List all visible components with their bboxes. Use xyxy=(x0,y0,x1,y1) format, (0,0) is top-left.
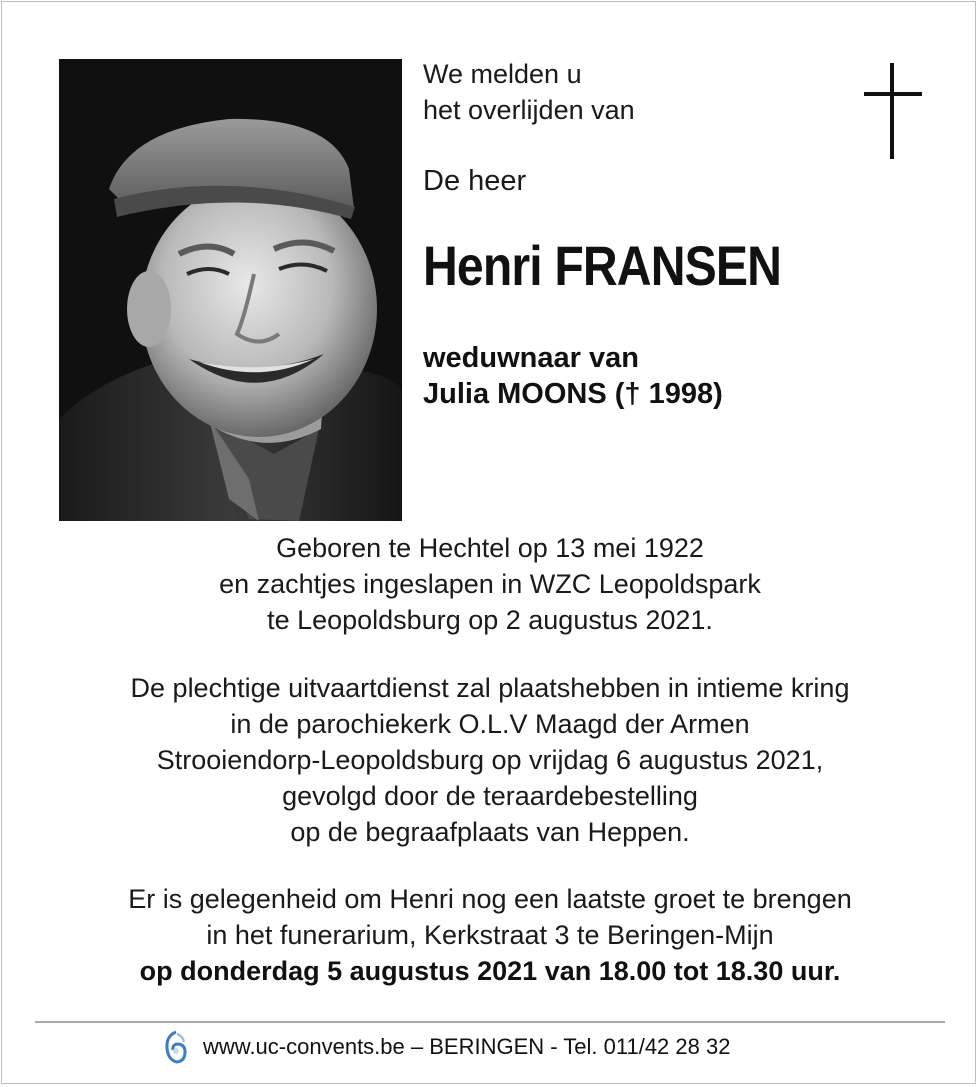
footer-contact: www.uc-convents.be – BERINGEN - Tel. 011/42 28 32 xyxy=(203,1034,731,1059)
paragraph-line: gevolgd door de teraardebestelling xyxy=(282,781,698,811)
visitation-time: op donderdag 5 augustus 2021 van 18.00 tot 18.30 uur. xyxy=(139,956,841,986)
spouse-info xyxy=(423,340,723,412)
cross-icon xyxy=(864,63,922,159)
paragraph-line: op de begraafplaats van Heppen. xyxy=(290,817,690,847)
spouse-line: weduwnaar van xyxy=(423,342,639,374)
birth-death-paragraph xyxy=(0,530,980,638)
paragraph-line: in de parochiekerk O.L.V Maagd der Armen xyxy=(230,709,750,739)
footer xyxy=(163,1029,730,1065)
paragraph-line: en zachtjes ingeslapen in WZC Leopoldspark xyxy=(219,569,761,599)
paragraph-line: in het funerarium, Kerkstraat 3 te Beringen-Mijn xyxy=(206,920,774,950)
paragraph-line: Strooiendorp-Leopoldsburg op vrijdag 6 augustus 2021, xyxy=(156,745,824,775)
funeral-home-logo-icon xyxy=(163,1030,189,1064)
paragraph-line: De plechtige uitvaartdienst zal plaatshebben in intieme kring xyxy=(130,673,850,703)
farewell-paragraph xyxy=(0,881,980,989)
funeral-paragraph xyxy=(0,670,980,850)
spouse-line: Julia MOONS († 1998) xyxy=(423,378,723,410)
paragraph-line: te Leopoldsburg op 2 augustus 2021. xyxy=(267,605,713,635)
honorific: De heer xyxy=(423,165,527,197)
deceased-name: Henri FRANSEN xyxy=(423,234,782,297)
intro-line: het overlijden van xyxy=(423,95,635,125)
portrait-photo xyxy=(59,59,402,521)
intro-line: We melden u xyxy=(423,59,582,89)
paragraph-line: Geboren te Hechtel op 13 mei 1922 xyxy=(276,533,704,563)
intro-text xyxy=(423,56,635,128)
paragraph-line: Er is gelegenheid om Henri nog een laatste groet te brengen xyxy=(128,884,852,914)
footer-divider xyxy=(35,1021,945,1023)
